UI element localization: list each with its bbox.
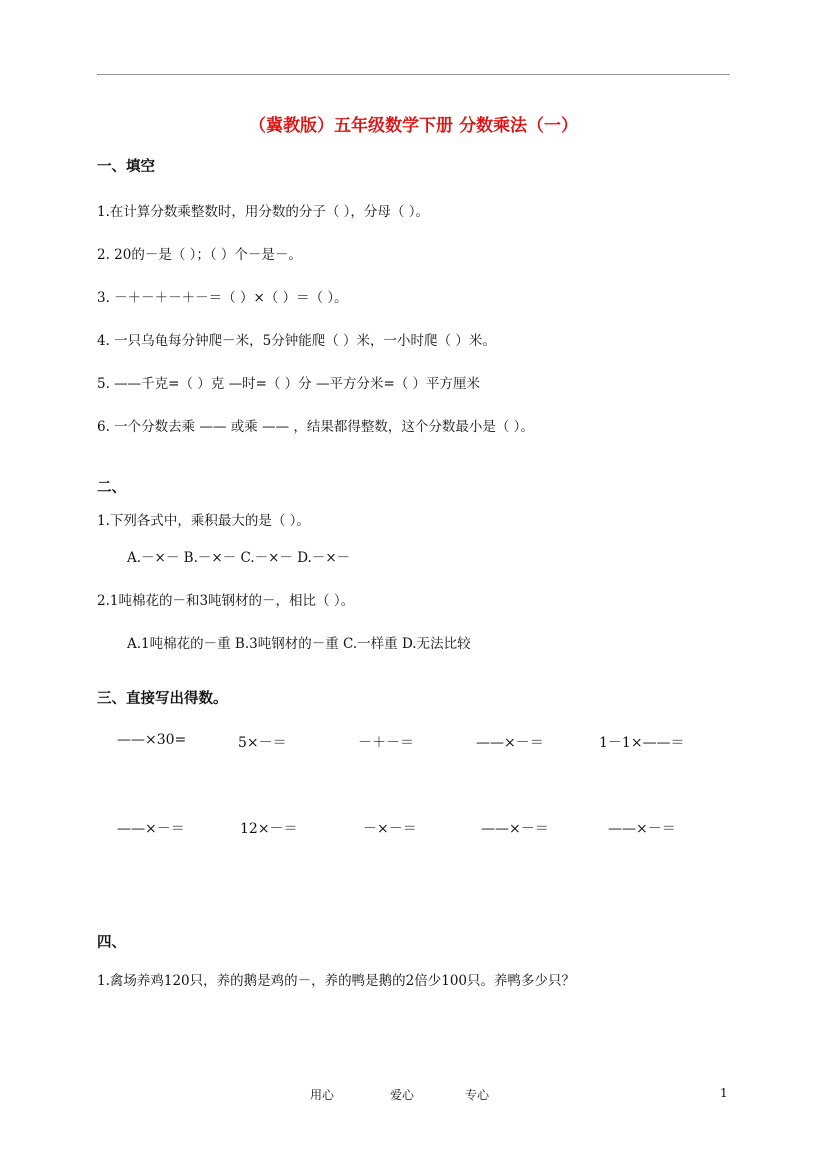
- header-rule: [97, 74, 730, 75]
- page-title: （冀教版）五年级数学下册 分数乘法（一）: [249, 116, 578, 136]
- calc-row-1-item-4: ——×－＝: [476, 735, 544, 751]
- calc-row-1-item-5: 1－1×——＝: [599, 735, 685, 751]
- section-3-heading: 三、直接写出得数。: [97, 690, 228, 707]
- calc-row-2-item-5: ——×－＝: [608, 821, 676, 837]
- section-2-question-2: 2.1吨棉花的－和3吨钢材的－，相比（ ）。: [97, 593, 355, 609]
- section-1-item-1: 1.在计算分数乘整数时，用分数的分子（ ），分母（ ）。: [97, 204, 429, 220]
- section-1-item-5: 5. ——千克=（ ）克 —时=（ ）分 —平方分米=（ ）平方厘米: [97, 376, 481, 392]
- calc-row-2-item-3: －×－＝: [363, 821, 417, 837]
- calc-row-1-item-3: －＋－＝: [358, 735, 414, 751]
- footer-word-3: 专心: [465, 1088, 490, 1102]
- footer-word-2: 爱心: [390, 1088, 415, 1102]
- calc-row-2-item-4: ——×－＝: [481, 821, 549, 837]
- section-1-item-2: 2. 20的－是（ ）；（ ）个－是－。: [97, 247, 302, 263]
- calc-row-2-item-2: 12×－＝: [240, 821, 298, 837]
- section-2-heading: 二、: [97, 479, 126, 496]
- section-1-item-3: 3. －＋－＋－＋－＝（ ）×（ ）＝（ ）。: [97, 290, 348, 306]
- calc-row-1-item-2: 5×－＝: [238, 735, 287, 751]
- section-4-heading: 四、: [97, 934, 126, 951]
- section-2-question-1: 1.下列各式中，乘积最大的是（ ）。: [97, 513, 310, 529]
- section-2-question-2-options: A.1吨棉花的－重 B.3吨钢材的－重 C.一样重 D.无法比较: [127, 636, 471, 652]
- calc-row-2-item-1: ——×－＝: [117, 821, 185, 837]
- calc-row-1-item-1: ——×30=: [117, 732, 187, 748]
- section-4-question-1: 1.禽场养鸡120只，养的鹅是鸡的－，养的鸭是鹅的2倍少100只。养鸭多少只？: [97, 973, 576, 989]
- section-1-item-6: 6. 一个分数去乘 —— 或乘 —— ，结果都得整数，这个分数最小是（ ）。: [97, 419, 534, 435]
- section-2-question-1-options: A.－×－ B.－×－ C.－×－ D.－×－: [127, 550, 351, 566]
- footer-word-1: 用心: [310, 1088, 335, 1102]
- section-1-item-4: 4. 一只乌龟每分钟爬－米，5分钟能爬（ ）米，一小时爬（ ）米。: [97, 333, 496, 349]
- page-number: 1: [720, 1086, 728, 1100]
- section-1-heading: 一、填空: [97, 158, 155, 175]
